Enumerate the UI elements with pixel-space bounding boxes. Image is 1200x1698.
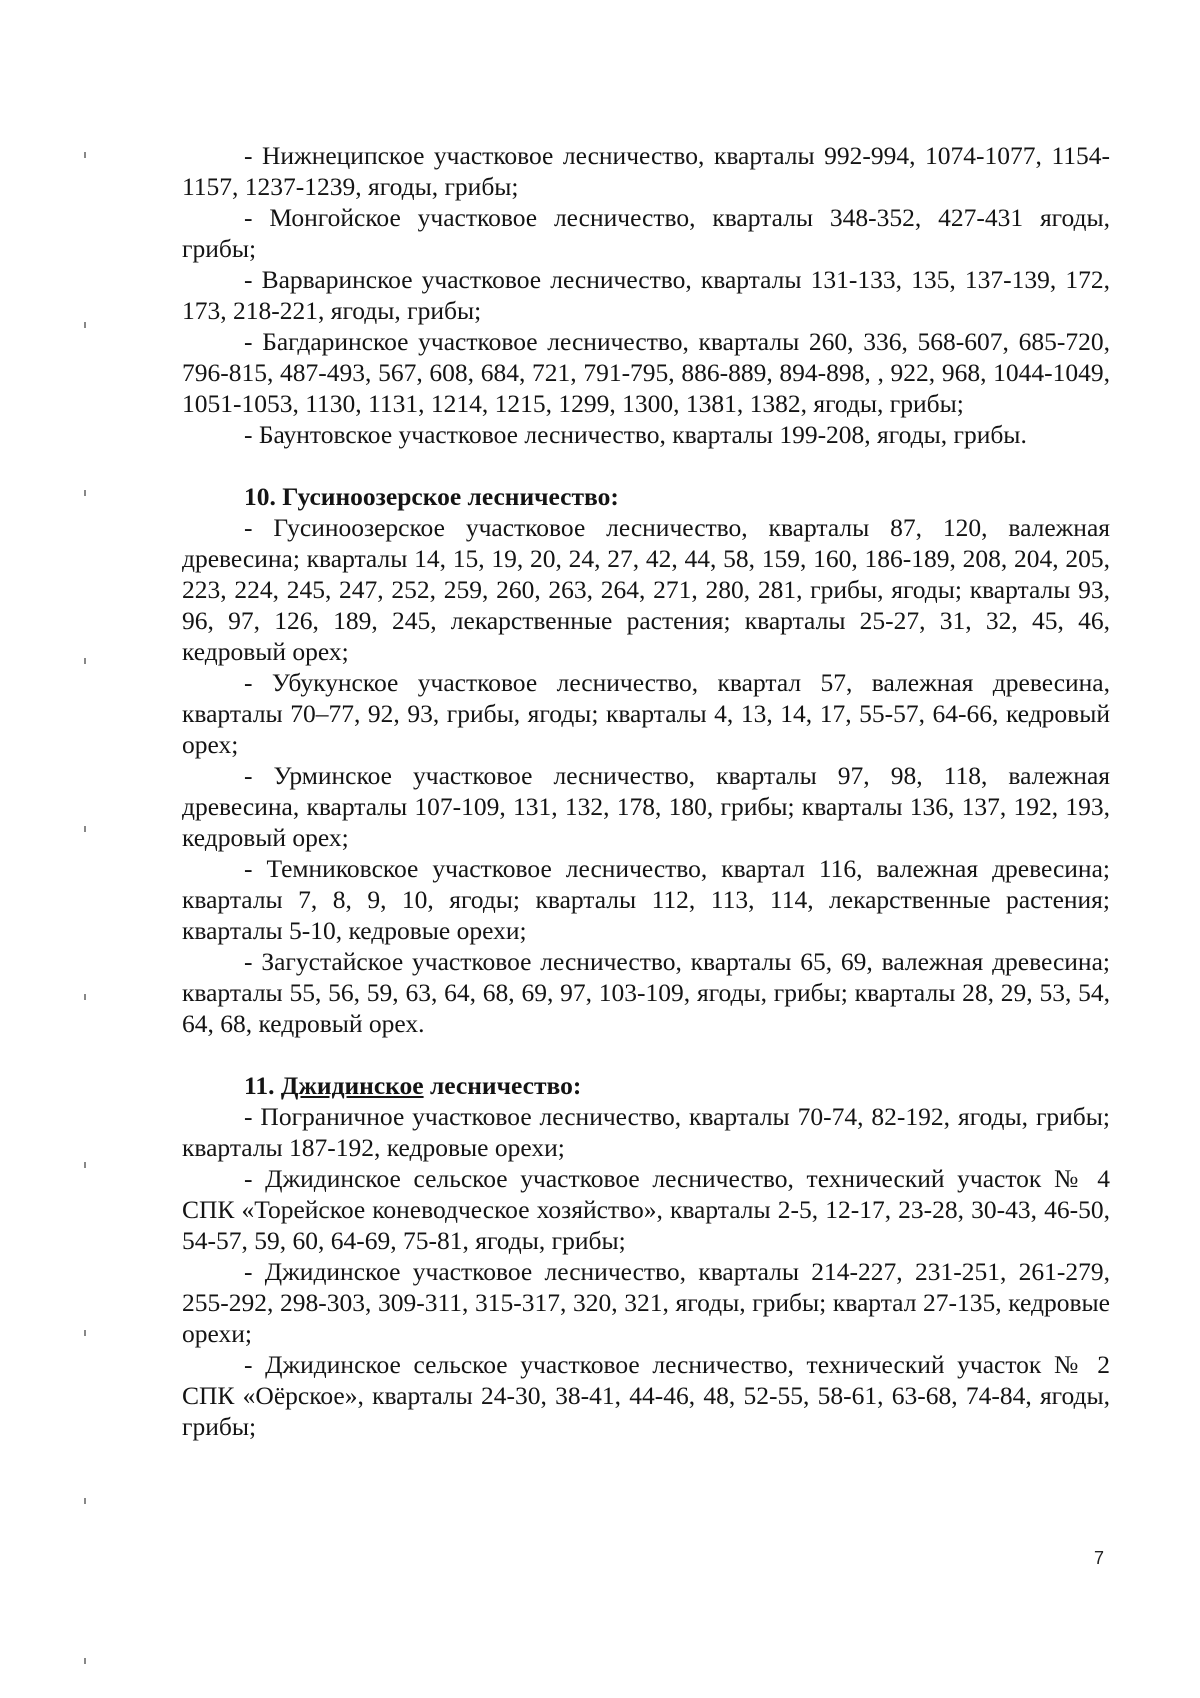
list-item: - Убукунское участковое лесничество, квартал 57, валежная древесина, кварталы 70–77, 92, 93, грибы, ягоды; кварталы 4, 13, 14, 17, 55-57, 64-66, кедровый орех; (182, 668, 1110, 759)
list-item: - Джидинское сельское участковое лесничество, технический участок № 2 СПК «Оёрское», кварталы 24-30, 38-41, 44-46, 48, 52-55, 58-61, 63-68, 74-84, ягоды, грибы; (182, 1350, 1110, 1441)
margin-mark (84, 322, 86, 328)
heading-number: 11. (244, 1071, 281, 1100)
margin-mark (84, 994, 86, 1000)
list-item: - Баунтовское участковое лесничество, кварталы 199-208, ягоды, грибы. (244, 420, 1027, 449)
margin-mark (84, 1658, 86, 1664)
list-item: - Джидинское участковое лесничество, кварталы 214-227, 231-251, 261-279, 255-292, 298-303, 309-311, 315-317, 320, 321, ягоды, грибы; квартал 27-135, кедровые орехи; (182, 1257, 1110, 1348)
margin-mark (84, 490, 86, 496)
page-number: 7 (1094, 1548, 1105, 1568)
list-item: - Багдаринское участковое лесничество, кварталы 260, 336, 568-607, 685-720, 796-815, 487-493, 567, 608, 684, 721, 791-795, 886-889, 894-898, , 922, 968, 1044-1049, 1051-1053, 1130, 1131, 1214, 1215, 1299, 1300, 1381, 1382, ягоды, грибы; (182, 327, 1110, 418)
margin-mark (84, 1498, 86, 1504)
document-body (182, 140, 1110, 1442)
margin-mark (84, 152, 86, 158)
margin-mark (84, 658, 86, 664)
heading-underlined-word: Джидинское (280, 1071, 424, 1100)
heading-rest: лесничество: (423, 1071, 582, 1100)
list-item: - Темниковское участковое лесничество, квартал 116, валежная древесина; кварталы 7, 8, 9, 10, ягоды; кварталы 112, 113, 114, лекарственные растения; кварталы 5-10, кедровые орехи; (182, 854, 1110, 945)
section-dzhidinskoe (182, 1070, 1110, 1442)
margin-mark (84, 1162, 86, 1168)
list-item: - Гусиноозерское участковое лесничество, кварталы 87, 120, валежная древесина; кварталы 14, 15, 19, 20, 24, 27, 42, 44, 58, 159, 160, 186-189, 208, 204, 205, 223, 224, 245, 247, 252, 259, 260, 263, 264, 271, 280, 281, грибы, ягоды; кварталы 93, 96, 97, 126, 189, 245, лекарственные растения; кварталы 25-27, 31, 32, 45, 46, кедровый орех; (182, 513, 1110, 666)
list-item: - Джидинское сельское участковое лесничество, технический участок № 4 СПК «Торейское коневодческое хозяйство», кварталы 2-5, 12-17, 23-28, 30-43, 46-50, 54-57, 59, 60, 64-69, 75-81, ягоды, грибы; (182, 1164, 1110, 1255)
list-item: - Монгойское участковое лесничество, кварталы 348-352, 427-431 ягоды, грибы; (182, 203, 1110, 263)
section-gusinoozerskoe (182, 481, 1110, 1039)
section-heading: 10. Гусиноозерское лесничество: (244, 482, 619, 511)
margin-mark (84, 1330, 86, 1336)
list-item: - Загустайское участковое лесничество, кварталы 65, 69, валежная древесина; кварталы 55, 56, 59, 63, 64, 68, 69, 97, 103-109, ягоды, грибы; кварталы 28, 29, 53, 54, 64, 68, кедровый орех. (182, 947, 1110, 1038)
list-item: - Пограничное участковое лесничество, кварталы 70-74, 82-192, ягоды, грибы; кварталы 187-192, кедровые орехи; (182, 1102, 1110, 1162)
forestry-list-continued (182, 140, 1110, 450)
list-item: - Урминское участковое лесничество, кварталы 97, 98, 118, валежная древесина, кварталы 107-109, 131, 132, 178, 180, грибы; кварталы 136, 137, 192, 193, кедровый орех; (182, 761, 1110, 852)
list-item: - Нижнеципское участковое лесничество, кварталы 992-994, 1074-1077, 1154-1157, 1237-1239, ягоды, грибы; (182, 141, 1110, 201)
section-heading (182, 1070, 1110, 1101)
list-item: - Варваринское участковое лесничество, кварталы 131-133, 135, 137-139, 172, 173, 218-221, ягоды, грибы; (182, 265, 1110, 325)
margin-mark (84, 826, 86, 832)
